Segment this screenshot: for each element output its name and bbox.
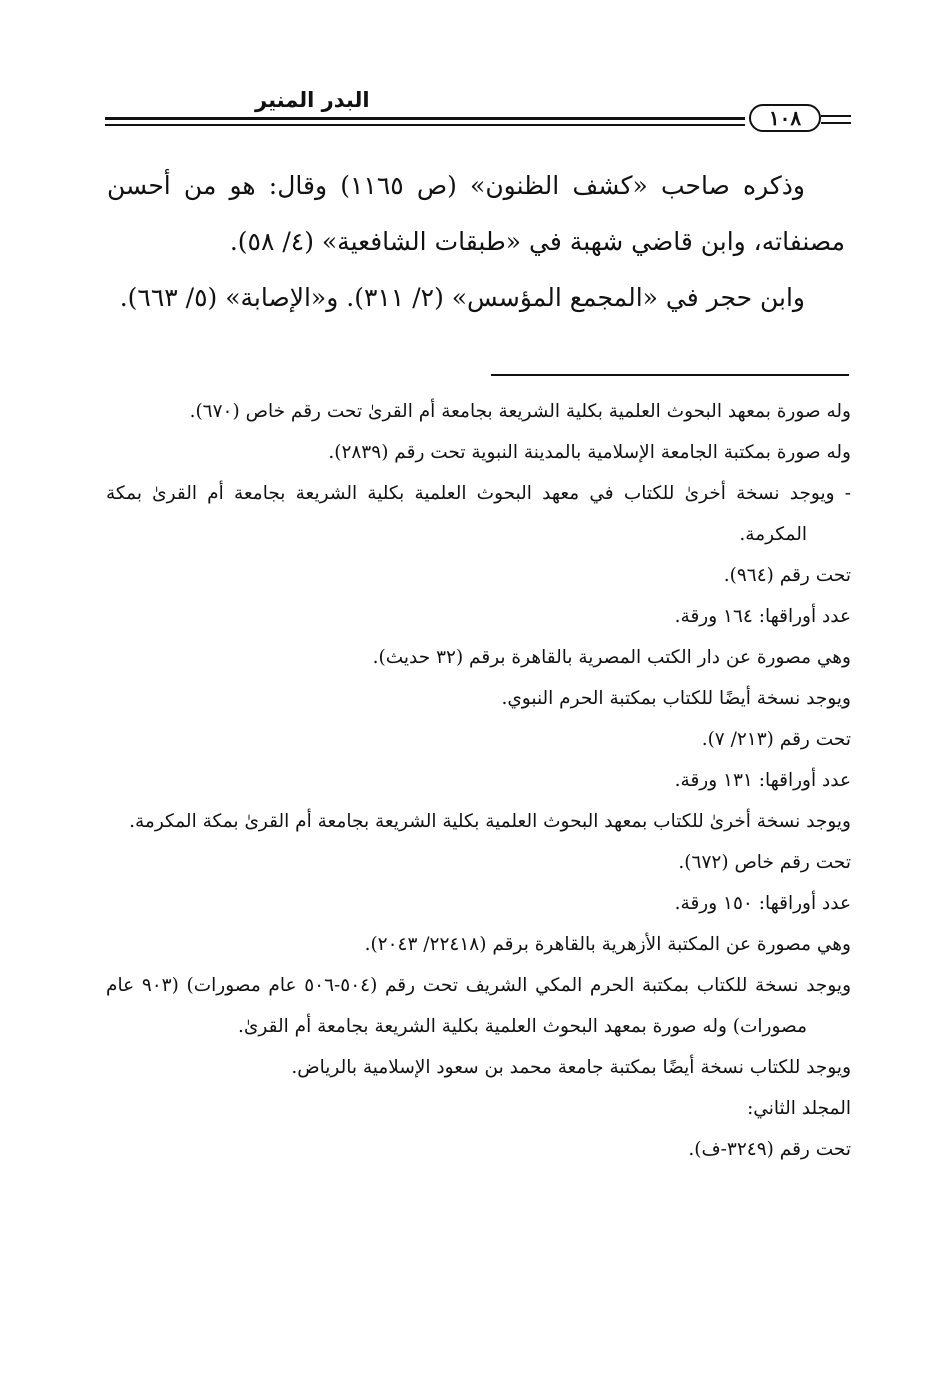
footnote-line: عدد أوراقها: ١٣١ ورقة.: [674, 770, 851, 791]
header-rule-thick: [105, 117, 745, 120]
main-paragraph: وابن حجر في «المجمع المؤسس» (٢/ ٣١١). و«الإصابة» (٥/ ٦٦٣).: [119, 283, 805, 312]
footnote-line: تحت رقم (٣٢٤٩-ف).: [688, 1139, 851, 1160]
footnote-line: تحت رقم خاص (٦٧٢).: [678, 852, 851, 873]
footnote-line: تحت رقم (٩٦٤).: [723, 565, 851, 586]
page-header: [105, 86, 850, 136]
footnote-line: عدد أوراقها: ١٦٤ ورقة.: [674, 606, 851, 627]
footnote-line: ويوجد نسخة أيضًا للكتاب بمكتبة الحرم النبوي.: [501, 688, 851, 709]
footnote-line: تحت رقم (٢١٣/ ٧).: [701, 729, 851, 750]
page-number: ١٠٨: [749, 104, 821, 132]
footnote-line: وهي مصورة عن دار الكتب المصرية بالقاهرة برقم (٣٢ حديث).: [372, 647, 851, 668]
main-text: [107, 158, 845, 326]
footnote-line: وله صورة بمعهد البحوث العلمية بكلية الشريعة بجامعة أم القرىٰ تحت رقم خاص (٦٧٠).: [189, 401, 851, 422]
footnote-line: عدد أوراقها: ١٥٠ ورقة.: [674, 893, 851, 914]
footnote-line: ويوجد نسخة أخرىٰ للكتاب بمعهد البحوث العلمية بكلية الشريعة بجامعة أم القرىٰ بمكة المكرمة.: [129, 811, 851, 832]
footnote-line: - ويوجد نسخة أخرىٰ للكتاب في معهد البحوث العلمية بكلية الشريعة بجامعة أم القرىٰ بمكة المكرمة.: [106, 483, 851, 545]
page-number-rule-lower: [821, 122, 851, 124]
page-number-rule-upper: [821, 115, 851, 117]
footnotes: [106, 391, 851, 1170]
header-rule-thin: [105, 124, 745, 126]
running-title: البدر المنير: [255, 88, 370, 112]
footnote-line: ويوجد للكتاب نسخة أيضًا بمكتبة جامعة محمد بن سعود الإسلامية بالرياض.: [291, 1057, 851, 1078]
main-paragraph: وذكره صاحب «كشف الظنون» (ص ١١٦٥) وقال: هو من أحسن مصنفاته، وابن قاضي شهبة في «طبقات الشافعية» (٤/ ٥٨).: [107, 171, 845, 256]
footnote-line: المجلد الثاني:: [747, 1098, 851, 1119]
footnote-line: وهي مصورة عن المكتبة الأزهرية بالقاهرة برقم (٢٢٤١٨/ ٢٠٤٣).: [364, 934, 851, 955]
footnote-line: ويوجد نسخة للكتاب بمكتبة الحرم المكي الشريف تحت رقم (٥٠٤-٥٠٦ عام مصورات) (٩٠٣ عام مصورات) وله صورة بمعهد البحوث العلمية بكلية الشريعة بجامعة أم القرىٰ.: [106, 975, 852, 1037]
footnote-separator: [491, 374, 849, 376]
footnote-line: وله صورة بمكتبة الجامعة الإسلامية بالمدينة النبوية تحت رقم (٢٨٣٩).: [328, 442, 851, 463]
